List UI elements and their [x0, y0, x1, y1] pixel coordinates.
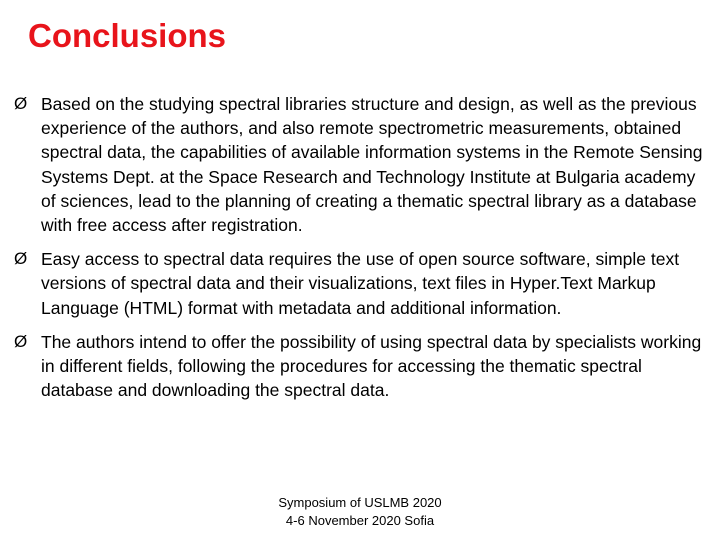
arrow-bullet-icon: Ø: [14, 331, 28, 351]
bullet-item-1: [14, 92, 704, 237]
arrow-bullet-icon: Ø: [14, 94, 28, 113]
slide-footer: [230, 494, 490, 530]
bullet-text: Easy access to spectral data requires the use of open source software, simple text versions of spectral data and their visualizations, text files in Hyper.Text Markup Language (HTML) format with metadata and additional information.: [41, 249, 680, 318]
bullet-text: Based on the studying spectral libraries structure and design, as well as the previous experience of the authors, and also remote spectrometric measurements, obtained spectral data, the capabilities of available information systems in the Remote Sensing Systems Dept. at the Space Research and Technology Institute at Bulgaria academy of sciences, lead to the planning of creating a thematic spectral library as a database with free access after registration.: [41, 94, 703, 236]
footer-event-name: Symposium of USLMB 2020: [278, 495, 442, 510]
footer-event-date: 4-6 November 2020 Sofia: [285, 513, 435, 528]
bullet-list: [14, 92, 704, 412]
bullet-text: The authors intend to offer the possibility of using spectral data by specialists working in different fields, following the procedures for accessing the thematic spectral database and downloading the spectral data.: [41, 331, 702, 401]
bullet-item-3: [14, 330, 704, 403]
slide-title: Conclusions: [28, 17, 227, 54]
arrow-bullet-icon: Ø: [14, 249, 28, 269]
bullet-item-2: [14, 247, 704, 320]
